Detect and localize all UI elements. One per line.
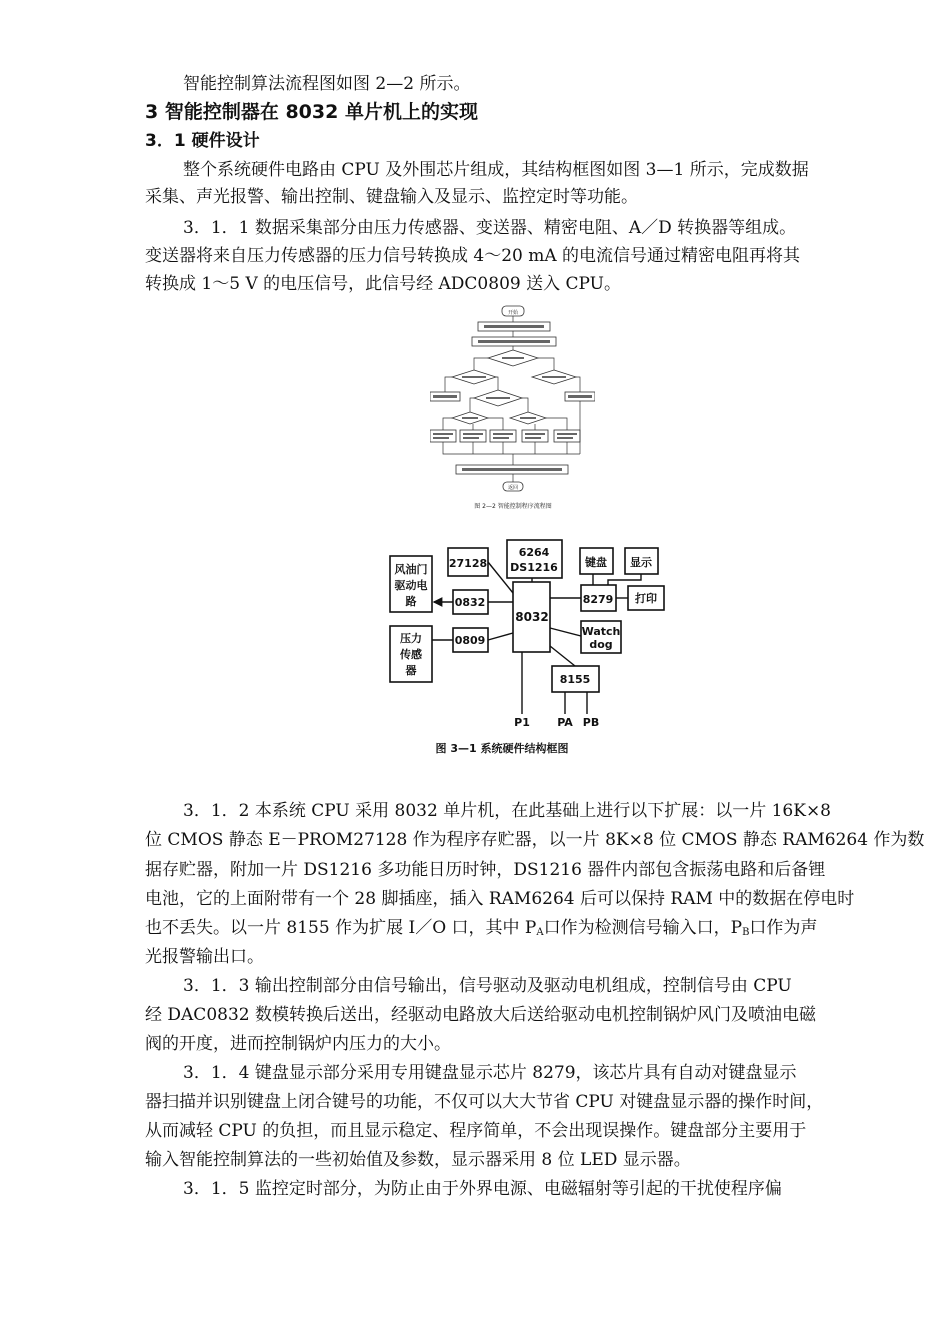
- actuator-label-2: 驱动电: [394, 579, 428, 592]
- paragraph-line: 变送器将来自压力传感器的压力信号转换成 4～20 mA 的电流信号通过精密电阻再将其: [145, 246, 801, 266]
- text-span: 也不丢失。以一片 8155 作为扩展 I／O 口，其中 P: [145, 918, 537, 938]
- flow-process-node: [522, 430, 548, 442]
- paragraph-line: 输入智能控制算法的一些初始值及参数，显示器采用 8 位 LED 显示器。: [145, 1150, 691, 1170]
- flow-end-label: 返回: [507, 485, 519, 491]
- printer-label: 打印: [635, 592, 657, 605]
- sensor-label-2: 传感: [400, 648, 422, 661]
- flow-process-node: [430, 430, 456, 442]
- paragraph-line: 转换成 1～5 V 的电压信号，此信号经 ADC0809 送入 CPU。: [145, 274, 621, 294]
- port-pa-label: PA: [557, 716, 573, 729]
- watchdog-label: Watch: [581, 625, 621, 638]
- io-label: 8155: [559, 673, 591, 686]
- subscript-a: A: [536, 927, 544, 938]
- text-span: 口作为声: [749, 918, 818, 938]
- actuator-label-3: 路: [405, 595, 417, 608]
- keyboard-label: 键盘: [585, 556, 607, 569]
- paragraph-line: 电池，它的上面附带有一个 28 脚插座，插入 RAM6264 后可以保持 RAM 中的数据在停电时: [145, 889, 855, 909]
- hw-caption: 图 3—1 系统硬件结构框图: [435, 742, 569, 755]
- paragraph-line: 位 CMOS 静态 E－PROM27128 作为程序存贮器，以一片 8K×8 位 CMOS 静态 RAM6264 作为数: [145, 830, 925, 850]
- port-pb-label: PB: [582, 716, 600, 729]
- flow-process-node: [490, 430, 516, 442]
- flow-process-node: [554, 430, 580, 442]
- section-heading: 3 智能控制器在 8032 单片机上的实现: [145, 101, 478, 123]
- flow-start-label: 开始: [507, 310, 519, 316]
- flowchart-figure: [430, 304, 595, 514]
- flow-process-node: [460, 430, 486, 442]
- hardware-block-diagram: [382, 538, 687, 766]
- paragraph-line: 从而减轻 CPU 的负担，而且显示稳定、程序简单，不会出现误操作。键盘部分主要用于: [145, 1121, 807, 1141]
- paragraph-line: 经 DAC0832 数模转换后送出，经驱动电路放大后送给驱动电机控制锅炉风门及喷油电磁: [145, 1005, 816, 1025]
- paragraph-line: 据存贮器，附加一片 DS1216 多功能日历时钟，DS1216 器件内部包含振荡电路和后备锂: [145, 860, 826, 880]
- paragraph-line: 3．1．3 输出控制部分由信号输出，信号驱动及驱动电机组成，控制信号由 CPU: [183, 976, 792, 996]
- paragraph-line: 整个系统硬件电路由 CPU 及外围芯片组成，其结构框图如图 3—1 所示，完成数据: [183, 160, 809, 180]
- adc-label: 0809: [454, 634, 486, 647]
- paragraph-line: 器扫描并识别键盘上闭合键号的功能，不仅可以大大节省 CPU 对键盘显示器的操作时间，: [145, 1092, 824, 1112]
- paragraph-line: 阀的开度，进而控制锅炉内压力的大小。: [145, 1034, 451, 1054]
- dac-label: 0832: [454, 596, 486, 609]
- ram-label: 6264: [518, 546, 550, 559]
- cpu-label: 8032: [515, 610, 549, 624]
- paragraph-intro: 智能控制算法流程图如图 2—2 所示。: [183, 74, 471, 94]
- sensor-label-3: 器: [405, 664, 417, 677]
- flowchart-svg: [430, 304, 595, 514]
- paragraph-line: [145, 917, 817, 944]
- actuator-label: 风油门: [394, 563, 428, 576]
- text-span: 口作为检测信号输入口，P: [543, 918, 743, 938]
- subscript-b: B: [742, 927, 750, 938]
- sensor-label: 压力: [400, 632, 422, 645]
- paragraph-line: 光报警输出口。: [145, 947, 264, 967]
- paragraph-line: 3．1．5 监控定时部分，为防止由于外界电源、电磁辐射等引起的干扰使程序偏: [183, 1179, 782, 1199]
- paragraph-line: 3．1．2 本系统 CPU 采用 8032 单片机，在此基础上进行以下扩展：以一片 16K×8: [183, 801, 831, 821]
- watchdog-label-2: dog: [589, 638, 613, 651]
- display-label: 显示: [630, 556, 652, 569]
- clock-label: DS1216: [510, 561, 558, 574]
- paragraph-line: 3．1．1 数据采集部分由压力传感器、变送器、精密电阻、A／D 转换器等组成。: [183, 218, 797, 238]
- port-p1-label: P1: [514, 716, 530, 729]
- rom-label: 27128: [448, 557, 488, 570]
- paragraph-line: 3．1．4 键盘显示部分采用专用键盘显示芯片 8279，该芯片具有自动对键盘显示: [183, 1063, 797, 1083]
- hardware-diagram-svg: [382, 538, 687, 766]
- subsection-heading: 3．1 硬件设计: [145, 131, 260, 151]
- flow-caption: 图 2—2 智能控制程序流程图: [474, 503, 552, 510]
- kbd-controller-label: 8279: [582, 593, 614, 606]
- paragraph-line: 采集、声光报警、输出控制、键盘输入及显示、监控定时等功能。: [145, 187, 638, 207]
